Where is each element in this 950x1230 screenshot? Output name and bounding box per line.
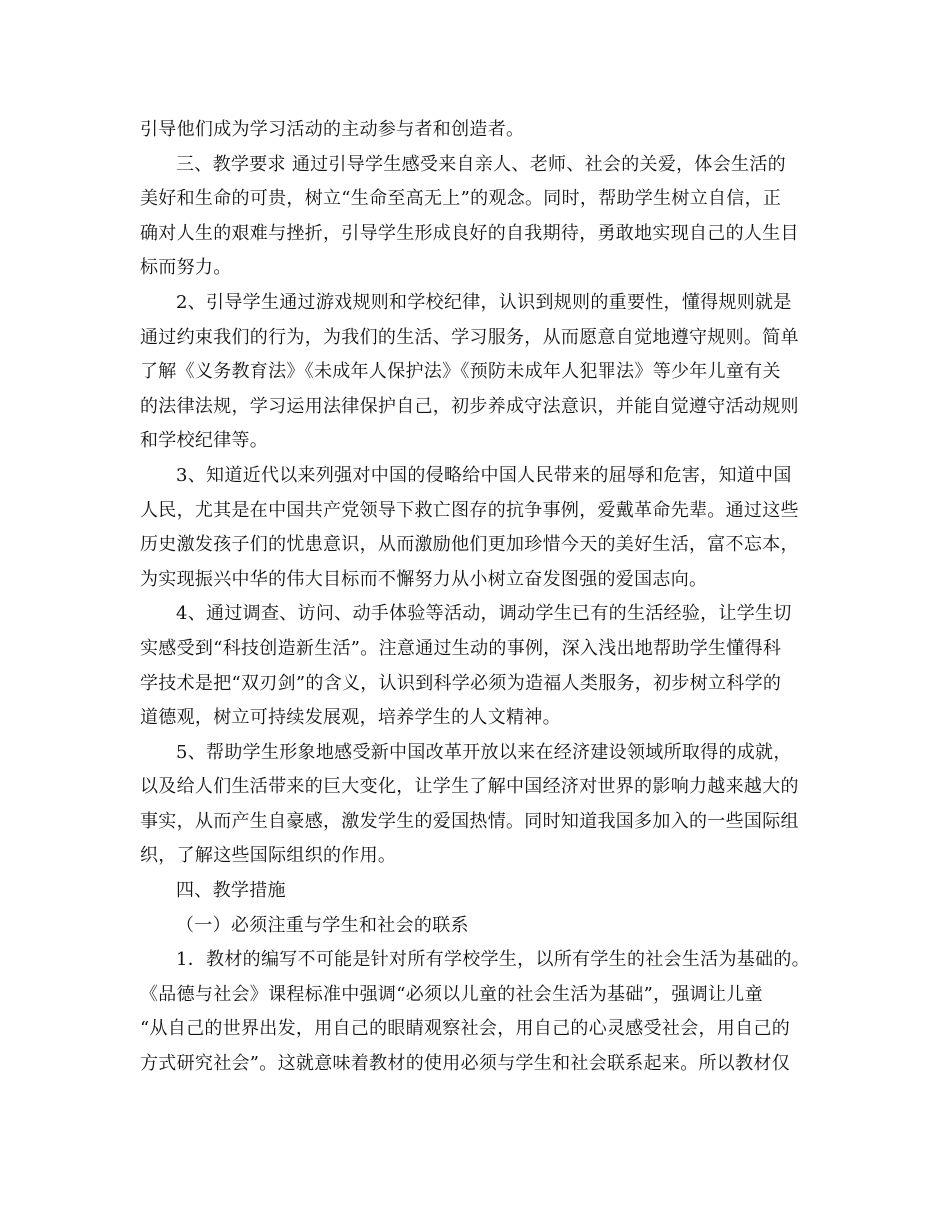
text-line: 和学校纪律等。 [140,430,269,452]
text-line: 方式研究社会”。这就意味着教材的使用必须与学生和社会联系起来。所以教材仅 [140,1053,790,1075]
text-line: 《品德与社会》课程标准中强调“必须以儿童的社会生活为基础”，强调让儿童 [140,983,763,1005]
text-line: 的法律法规，学习运用法律保护自己，初步养成守法意识，并能自觉遵守活动规则 [140,395,799,417]
text-line: 以及给人们生活带来的巨大变化，让学生了解中国经济对世界的影响力越来越大的 [140,776,799,798]
text-line: 织，了解这些国际组织的作用。 [140,845,397,867]
text-line: 2、引导学生通过游戏规则和学校纪律，认识到规则的重要性，懂得规则就是 [176,291,792,313]
text-line: 道德观，树立可持续发展观，培养学生的人文精神。 [140,707,561,729]
paragraph-item-2 [140,286,820,459]
text-line: 1．教材的编写不可能是针对所有学校学生，以所有学生的社会生活为基础的。 [176,949,810,971]
text-line: 三、教学要求 通过引导学生感受来自亲人、老师、社会的关爱，体会生活的 [176,153,786,175]
text-line: 通过约束我们的行为，为我们的生活、学习服务，从而愿意自觉地遵守规则。简单 [140,326,799,348]
text-line: 美好和生命的可贵，树立“生命至高无上”的观念。同时，帮助学生树立自信，正 [140,188,782,210]
paragraph-item-3 [140,459,820,597]
text-line: 实感受到“科技创造新生活”。注意通过生动的事例，深入浅出地帮助学生懂得科 [140,637,782,659]
text-line: 学技术是把“双刃剑”的含义，认识到科学必须为造福人类服务，初步树立科学的 [140,672,782,694]
paragraph-teaching-requirements [140,148,820,286]
text-line: 5、帮助学生形象地感受新中国改革开放以来在经济建设领域所取得的成就， [176,741,792,763]
document-body [140,113,820,1082]
text-line: 历史激发孩子们的忧患意识，从而激励他们更加珍惜今天的美好生活，富不忘本， [140,534,799,556]
paragraph-measure-1 [140,943,820,1081]
subsection-heading: （一）必须注重与学生和社会的联系 [176,914,469,936]
text-line: 了解《义务教育法》《未成年人保护法》《预防未成年人犯罪法》等少年儿童有关 [140,361,781,383]
text-line: 人民，尤其是在中国共产党领导下救亡图存的抗争事例，爱戴革命先辈。通过这些 [140,499,799,521]
text-line: 确对人生的艰难与挫折，引导学生形成良好的自我期待，勇敢地实现自己的人生目 [140,222,799,244]
subsection-heading-1 [140,909,820,944]
text-line: 标而努力。 [140,257,232,279]
text-line: 事实，从而产生自豪感，激发学生的爱国热情。同时知道我国多加入的一些国际组 [140,810,799,832]
text-line: 为实现振兴中华的伟大目标而不懈努力从小树立奋发图强的爱国志向。 [140,568,708,590]
section-heading-teaching-measures [140,874,820,909]
paragraph-item-5 [140,736,820,874]
text-line: 4、通过调查、访问、动手体验等活动，调动学生已有的生活经验，让学生切 [176,603,792,625]
section-heading: 四、教学措施 [176,880,286,902]
paragraph-item-4 [140,597,820,735]
paragraph-1 [140,113,820,148]
text-line: “从自己的世界出发，用自己的眼睛观察社会，用自己的心灵感受社会，用自己的 [140,1018,790,1040]
text-line: 3、知道近代以来列强对中国的侵略给中国人民带来的屈辱和危害，知道中国 [176,464,792,486]
text-line: 引导他们成为学习活动的主动参与者和创造者。 [140,119,525,140]
